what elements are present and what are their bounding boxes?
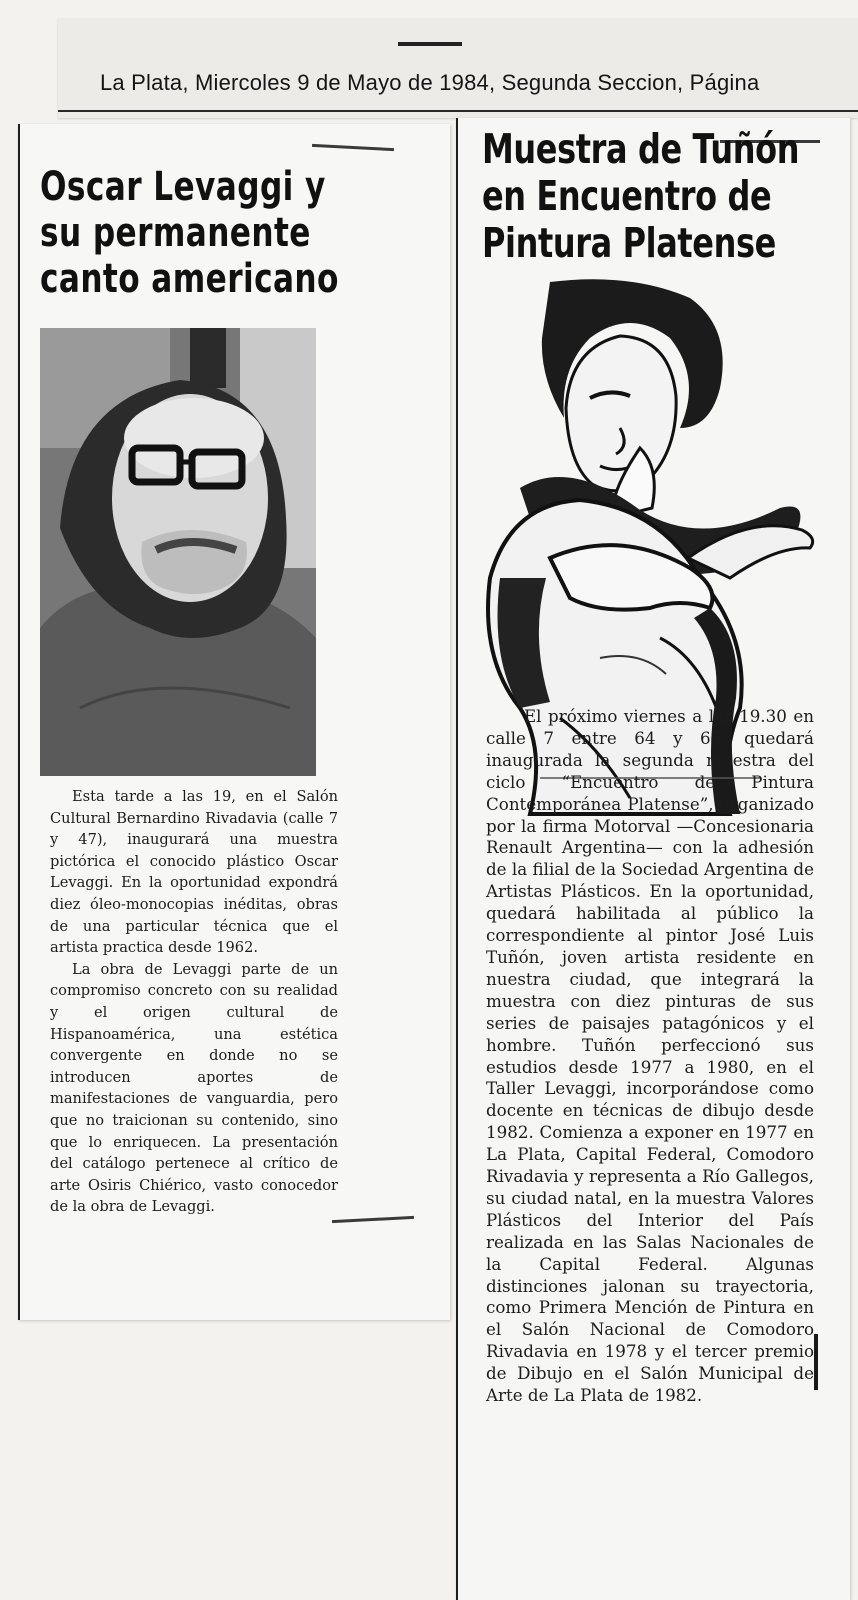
portrait-image (40, 328, 316, 776)
portrait-photo (40, 328, 316, 776)
newspaper-header (58, 18, 858, 118)
headline-line: Oscar Levaggi y (40, 164, 326, 210)
headline-line: en Encuentro de (482, 172, 772, 221)
dateline: La Plata, Miercoles 9 de Mayo de 1984, Segunda Seccion, Página (100, 70, 760, 95)
headline-line: su permanente (40, 210, 311, 256)
article-tunon (456, 118, 850, 1600)
staple (312, 144, 394, 151)
paragraph: Esta tarde a las 19, en el Salón Cultural Bernardino Rivadavia (calle 7 y 47), inaugurará una muestra pictórica el conocido plástico Oscar Levaggi. En la oportunidad expondrá diez óleo-monocopias inéditas, obras de una particular técnica que el artista practica desde 1962. (50, 788, 338, 957)
edge-mark (814, 1334, 818, 1390)
paragraph: La obra de Levaggi parte de un compromiso concreto con su realidad y el origen cultural de Hispanoamérica, una estética convergente en donde no se introducen aportes de manifestaciones de vanguardia, pero que no traicionan su contenido, sino que lo enriquecen. La presentación del catálogo pertenece al crítico de arte Osiris Chiérico, vasto conocedor de la obra de Levaggi. (50, 960, 338, 1216)
header-mark (398, 42, 462, 46)
dateline-rule (58, 110, 858, 112)
headline-tunon (482, 126, 799, 267)
article-levaggi (18, 124, 450, 1320)
headline-line: Pintura Platense (482, 219, 776, 268)
article-tunon-body (486, 706, 814, 1407)
headline-line: Muestra de Tuñón (482, 125, 800, 173)
article-levaggi-body (50, 786, 338, 1218)
headline-line: canto americano (40, 256, 339, 302)
staple (332, 1216, 414, 1223)
headline-levaggi (40, 164, 339, 302)
paragraph: El próximo viernes a las 19.30 en calle 7 entre 64 y 65, quedará inaugurada la segunda muestra del ciclo “Encuentro de Pintura Contemporánea Platense”, organizado por la firma Motorval —Concesionaria Renault Argentina— con la adhesión de la filial de la Sociedad Argentina de Artistas Plásticos. En la oportunidad, quedará habilitada al público la correspondiente al pintor José Luis Tuñón, joven artista residente en nuestra ciudad, que integrará la muestra con diez pinturas de sus series de paisajes patagónicos y el hombre. Tuñón perfeccionó sus estudios desde 1977 a 1980, en el Taller Levaggi, incorporándose como docente en técnicas de dibujo desde 1982. Comienza a exponer en 1977 en La Plata, Capital Federal, Comodoro Rivadavia y representa a Río Gallegos, su ciudad natal, en la muestra Valores Plásticos del Interior del País realizada en las Salas Nacionales de la Capital Federal. Algunas distinciones jalonan su trayectoria, como Primera Mención de Pintura en el Salón Nacional de Comodoro Rivadavia en 1978 y el tercer premio de Dibujo en el Salón Municipal de Arte de La Plata de 1982. (486, 706, 814, 1406)
